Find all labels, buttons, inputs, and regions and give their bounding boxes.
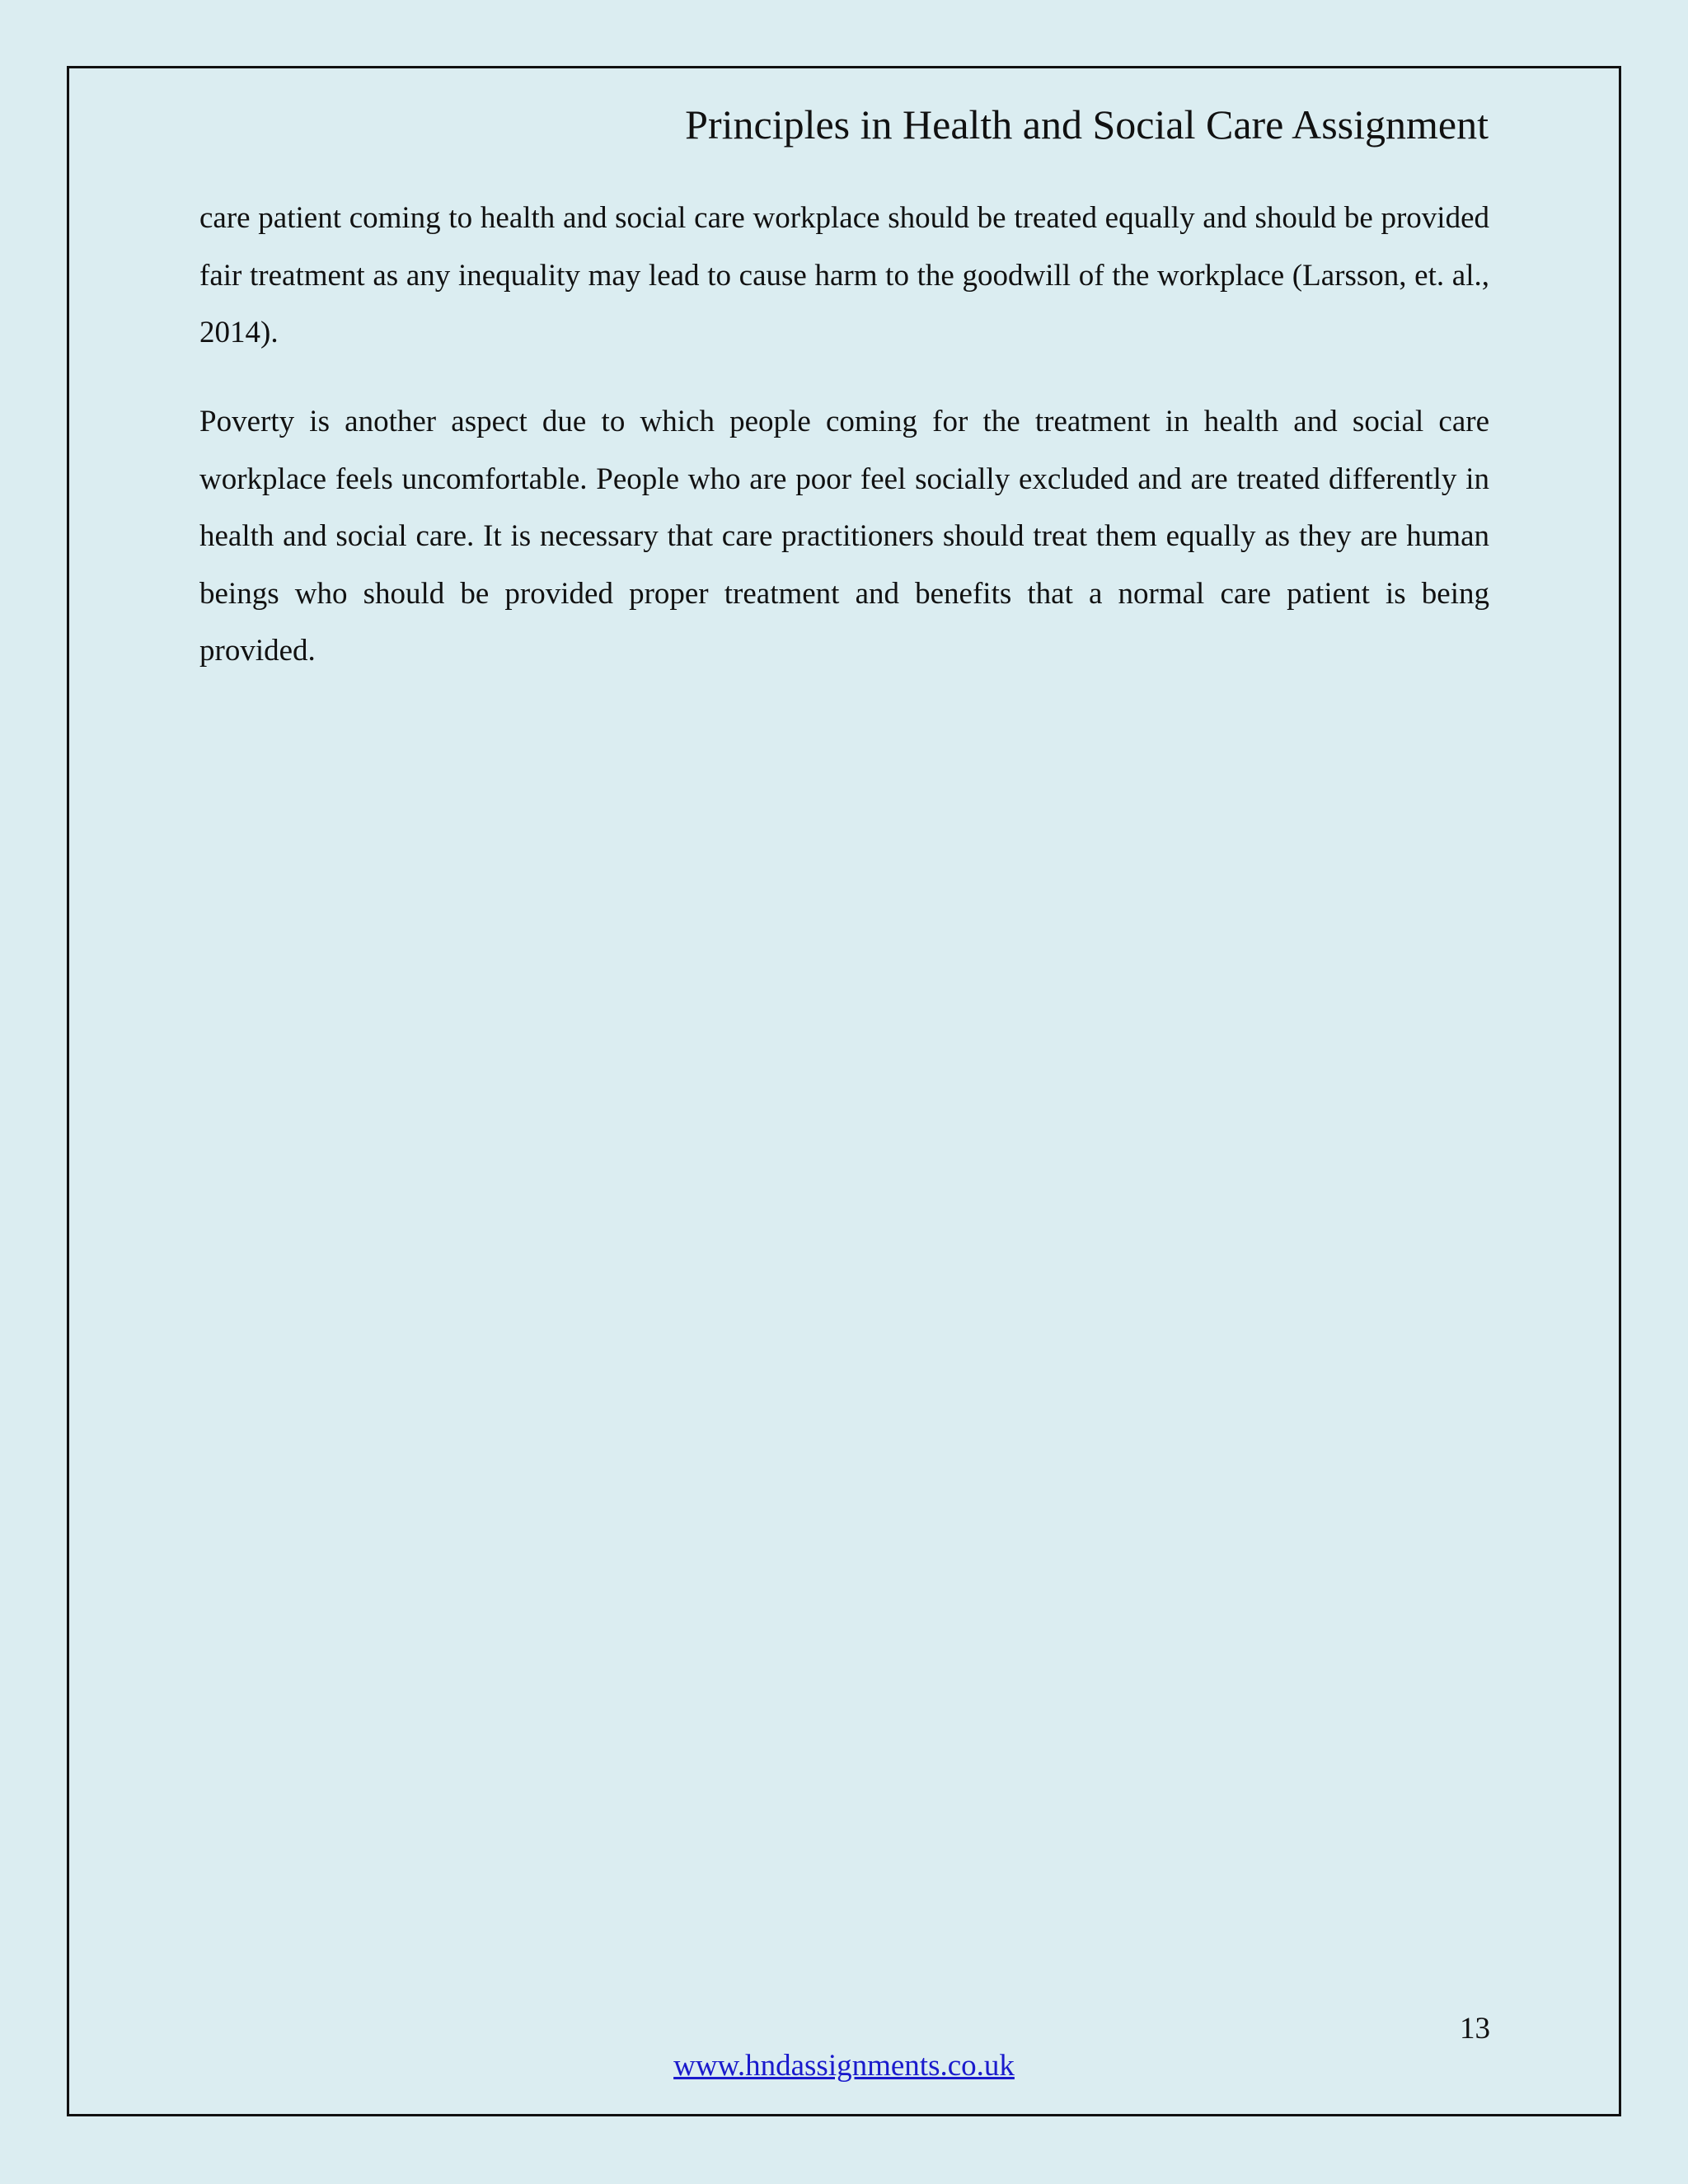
body-paragraph-2 xyxy=(199,393,1489,680)
page-border xyxy=(67,66,1621,2116)
paragraph-text: Poverty is another aspect due to which people coming for the treatment in health and social care workplace feels uncomfortable. People who are poor feel socially excluded and are treated differently in health and social care. It is necessary that care practitioners should treat them equally as they are human beings who should be provided proper treatment and benefits that a normal care patient is being provided. xyxy=(199,405,1489,668)
page-number: 13 xyxy=(1460,2012,1490,2046)
footer xyxy=(0,2046,1688,2087)
website-link[interactable]: www.hndassignments.co.uk xyxy=(673,2049,1015,2083)
paragraph-text: care patient coming to health and social care workplace should be treated equally and should be provided fair treatment as any inequality may lead to cause harm to the goodwill of the workplace (Larsson, et. al., 2014). xyxy=(199,201,1489,349)
body-paragraph-1 xyxy=(199,190,1489,362)
page-header-title: Principles in Health and Social Care Assignment xyxy=(685,101,1489,148)
